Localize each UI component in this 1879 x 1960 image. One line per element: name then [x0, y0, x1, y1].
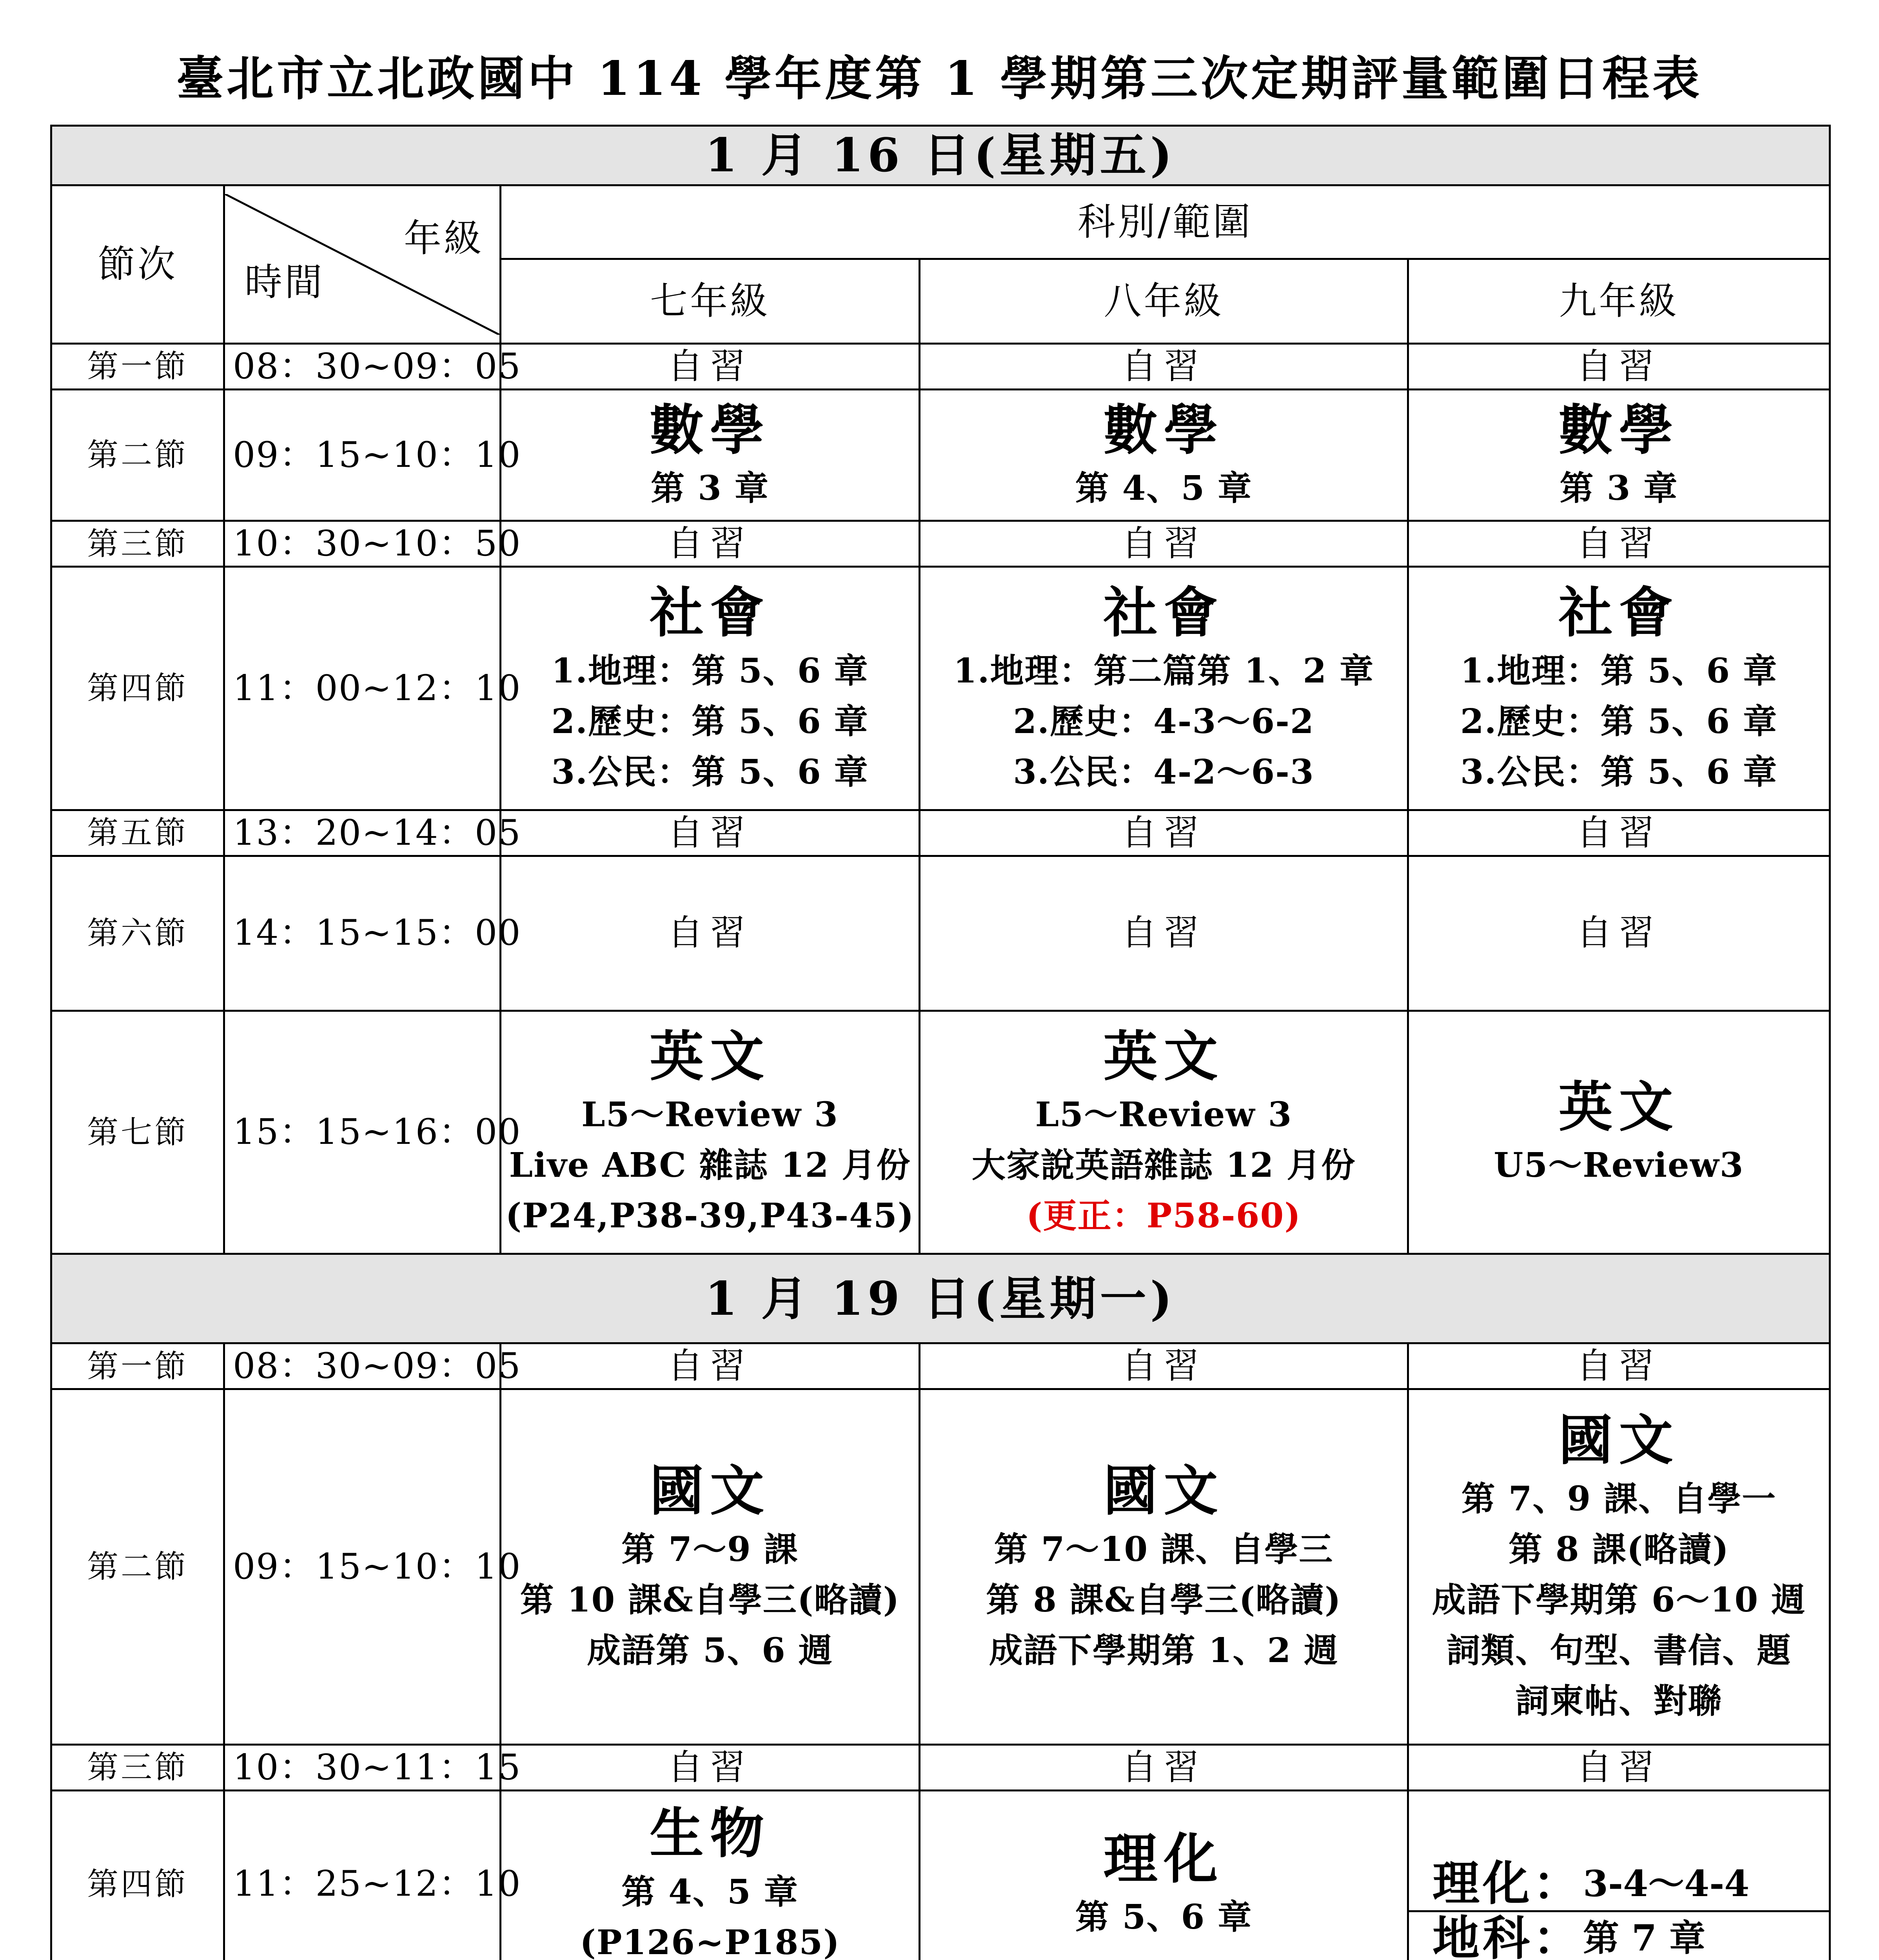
schedule-row: [51, 390, 1830, 521]
subject-name: 數學: [649, 397, 770, 462]
scope-detail: 2.歷史：4-3～6-2: [1013, 701, 1314, 741]
date-row: [51, 1254, 1830, 1343]
period-cell: 第一節: [51, 1343, 224, 1389]
scope-detail: 詞柬帖、對聯: [1515, 1681, 1723, 1721]
grade-time-corner-header: [224, 185, 501, 343]
subject-name: 英文: [1103, 1024, 1224, 1088]
period-cell: 第二節: [51, 1389, 224, 1744]
exam-subject-cell: [1408, 1011, 1830, 1254]
self-study-cell: 自習: [1408, 856, 1830, 1011]
self-study-cell: 自習: [501, 344, 920, 390]
exam-subject-cell: [501, 390, 920, 521]
time-cell: 13：20~14：05: [224, 810, 501, 856]
subject-name: 英文: [1558, 1074, 1679, 1139]
subject-name: 數學: [1103, 397, 1224, 462]
subject-name: 社會: [649, 580, 770, 644]
exam-subject-cell: [501, 1791, 920, 1960]
grade-header-9: 九年級: [1408, 259, 1830, 344]
schedule-row: [51, 1011, 1830, 1254]
subject-name: 社會: [1103, 580, 1224, 644]
exam-subject-cell: [1408, 390, 1830, 521]
scope-detail: 3-4～4-4: [1583, 1862, 1750, 1905]
scope-detail: 第 5、6 章: [1075, 1897, 1253, 1937]
self-study-cell: 自習: [501, 856, 920, 1011]
scope-detail: 2.歷史：第 5、6 章: [1460, 701, 1778, 741]
exam-subject-cell: [501, 567, 920, 810]
scope-detail: 第 7～10 課、自學三: [994, 1529, 1334, 1569]
scope-detail: (P24,P38-39,P43-45): [505, 1196, 915, 1236]
self-study-cell: 自習: [920, 810, 1408, 856]
self-study-cell: 自習: [501, 521, 920, 567]
exam-subject-cell: [501, 1011, 920, 1254]
exam-subject-cell: [501, 1389, 920, 1744]
time-cell: 08：30~09：05: [224, 1343, 501, 1389]
schedule-row: [51, 856, 1830, 1011]
scope-detail: 第 4、5 章: [621, 1872, 799, 1912]
subject-name: 社會: [1558, 580, 1679, 644]
time-cell: 08：30~09：05: [224, 344, 501, 390]
scope-detail: 2.歷史：第 5、6 章: [551, 701, 869, 741]
exam-subject-cell: [920, 390, 1408, 521]
header-row: [51, 185, 1830, 259]
schedule-row: [51, 344, 1830, 390]
scope-detail: 成語下學期第 1、2 週: [989, 1630, 1339, 1670]
exam-subject-cell: [920, 1791, 1408, 1960]
split-subject-part: [1409, 1857, 1829, 1912]
scope-detail: (P126~P185): [580, 1922, 840, 1960]
self-study-cell: 自習: [1408, 521, 1830, 567]
time-cell: 11：00~12：10: [224, 567, 501, 810]
scope-detail: 1.地理：第 5、6 章: [1460, 651, 1778, 691]
time-cell: 10：30~10：50: [224, 521, 501, 567]
schedule-table: [50, 125, 1831, 1960]
subject-name: 理化: [1103, 1826, 1224, 1891]
scope-detail: L5～Review 3: [581, 1095, 839, 1134]
split-subject-cell: [1408, 1791, 1830, 1960]
schedule-row: [51, 567, 1830, 810]
subject-name: 理化：: [1432, 1856, 1583, 1911]
subject-name: 國文: [1103, 1459, 1224, 1523]
scope-detail: Live ABC 雜誌 12 月份: [509, 1145, 911, 1185]
schedule-row: [51, 521, 1830, 567]
schedule-row: [51, 1744, 1830, 1790]
scope-detail: 第 7 章: [1583, 1917, 1706, 1960]
self-study-cell: 自習: [1408, 810, 1830, 856]
scope-detail: 第 8 課&自學三(略讀): [986, 1580, 1342, 1620]
date-heading: 1 月 19 日(星期一): [51, 1254, 1830, 1343]
time-label: 時間: [245, 260, 325, 304]
self-study-cell: 自習: [1408, 1343, 1830, 1389]
exam-subject-cell: [1408, 1389, 1830, 1744]
subject-name: 英文: [649, 1024, 770, 1088]
correction-note: (更正：P58-60): [1026, 1196, 1302, 1236]
exam-subject-cell: [920, 1011, 1408, 1254]
scope-detail: 第 8 課(略讀): [1508, 1529, 1730, 1569]
time-cell: 15：15~16：00: [224, 1011, 501, 1254]
scope-detail: 詞類、句型、書信、題: [1446, 1630, 1792, 1670]
self-study-cell: 自習: [1408, 344, 1830, 390]
self-study-cell: 自習: [920, 344, 1408, 390]
time-cell: 09：15~10：10: [224, 390, 501, 521]
scope-detail: 成語第 5、6 週: [587, 1630, 833, 1670]
scope-detail: 1.地理：第二篇第 1、2 章: [953, 651, 1374, 691]
scope-detail: L5～Review 3: [1035, 1095, 1293, 1134]
exam-subject-cell: [1408, 567, 1830, 810]
period-cell: 第七節: [51, 1011, 224, 1254]
self-study-cell: 自習: [501, 1343, 920, 1389]
scope-detail: 大家說英語雜誌 12 月份: [971, 1145, 1356, 1185]
self-study-cell: 自習: [920, 1343, 1408, 1389]
scope-detail: 1.地理：第 5、6 章: [551, 651, 869, 691]
date-heading: 1 月 16 日(星期五): [51, 126, 1830, 185]
self-study-cell: 自習: [920, 856, 1408, 1011]
grade-header-7: 七年級: [501, 259, 920, 344]
exam-subject-cell: [920, 567, 1408, 810]
subject-name: 生物: [649, 1801, 770, 1866]
self-study-cell: 自習: [1408, 1744, 1830, 1790]
exam-subject-cell: [920, 1389, 1408, 1744]
self-study-cell: 自習: [920, 1744, 1408, 1790]
time-cell: 09：15~10：10: [224, 1389, 501, 1744]
period-cell: 第二節: [51, 390, 224, 521]
period-cell: 第三節: [51, 1744, 224, 1790]
scope-detail: 第 3 章: [1559, 468, 1678, 508]
period-cell: 第一節: [51, 344, 224, 390]
period-cell: 第四節: [51, 1791, 224, 1960]
scope-detail: 第 7、9 課、自學一: [1461, 1479, 1777, 1519]
schedule-row: [51, 810, 1830, 856]
scope-detail: 第 3 章: [651, 468, 769, 508]
subject-name: 國文: [1558, 1408, 1679, 1472]
split-subject-part: [1409, 1912, 1829, 1960]
subject-range-header: 科別/範圍: [501, 185, 1830, 259]
scope-detail: 3.公民：第 5、6 章: [1460, 752, 1778, 792]
schedule-row: [51, 1791, 1830, 1960]
subject-name: 數學: [1558, 397, 1679, 462]
date-row: [51, 126, 1830, 185]
time-cell: 14：15~15：00: [224, 856, 501, 1011]
scope-detail: U5～Review3: [1494, 1145, 1744, 1185]
self-study-cell: 自習: [501, 810, 920, 856]
schedule-row: [51, 1389, 1830, 1744]
period-cell: 第五節: [51, 810, 224, 856]
period-cell: 第四節: [51, 567, 224, 810]
scope-detail: 第 4、5 章: [1075, 468, 1253, 508]
self-study-cell: 自習: [501, 1744, 920, 1790]
grade-label: 年級: [404, 216, 484, 261]
subject-name: 地科：: [1432, 1910, 1583, 1960]
period-cell: 第三節: [51, 521, 224, 567]
scope-detail: 第 10 課&自學三(略讀): [520, 1580, 900, 1620]
scope-detail: 第 7～9 課: [621, 1529, 799, 1569]
grade-header-8: 八年級: [920, 259, 1408, 344]
schedule-row: [51, 1343, 1830, 1389]
scope-detail: 3.公民：4-2～6-3: [1013, 752, 1314, 792]
time-cell: 10：30~11：15: [224, 1744, 501, 1790]
period-column-header: 節次: [51, 185, 224, 343]
self-study-cell: 自習: [920, 521, 1408, 567]
page-title: 臺北市立北政國中 114 學年度第 1 學期第三次定期評量範圍日程表: [176, 51, 1703, 106]
scope-detail: 成語下學期第 6～10 週: [1432, 1580, 1806, 1620]
period-cell: 第六節: [51, 856, 224, 1011]
scope-detail: 3.公民：第 5、6 章: [551, 752, 869, 792]
time-cell: 11：25~12：10: [224, 1791, 501, 1960]
subject-name: 國文: [649, 1459, 770, 1523]
